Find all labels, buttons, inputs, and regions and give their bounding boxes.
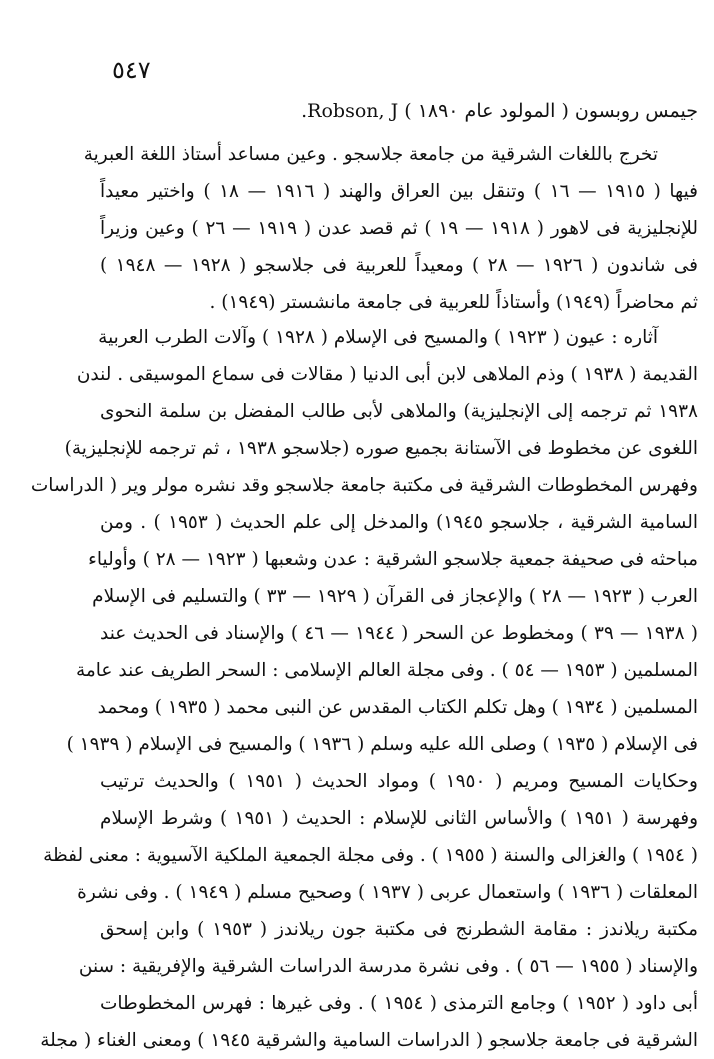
text-line: ١٩٣٨ ثم ترجمه إلى الإنجليزية) والملاهى لأبى طالب المفضل بن سلمة النحوى xyxy=(100,401,698,422)
text-line: ثم محاضراً (١٩٤٩) وأستاذاً للعربية فى جامعة مانشستر (١٩٤٩) . xyxy=(209,292,698,313)
text-line: فيها ( ١٩١٥ — ١٦ ) وتنقل بين العراق والهند ( ١٩١٦ — ١٨ ) واختير معيداً xyxy=(100,181,698,202)
text-line: السامية الشرقية ، جلاسجو ١٩٤٥) والمدخل إلى علم الحديث ( ١٩٥٣ ) . ومن xyxy=(100,512,699,533)
text-line: للإنجليزية فى لاهور ( ١٩١٨ — ١٩ ) ثم قصد عدن ( ١٩١٩ — ٢٦ ) وعين وزيراً xyxy=(100,218,698,239)
text-line: آثاره : عيون ( ١٩٢٣ ) والمسيح فى الإسلام ( ١٩٢٨ ) وآلات الطرب العربية xyxy=(98,327,658,348)
text-line: مكتبة ريلاندز : مقامة الشطرنج فى مكتبة جون ريلاندز ( ١٩٥٣ ) وابن إسحق xyxy=(100,919,698,940)
works-paragraph xyxy=(30,319,699,1059)
text-line: اللغوى عن مخطوط فى الآستانة بجميع صوره (جلاسجو ١٩٣٨ ، ثم ترجمه للإنجليزية) xyxy=(64,438,698,459)
text-line: ( ١٩٣٨ — ٣٩ ) ومخطوط عن السحر ( ١٩٤٤ — ٤٦ ) والإسناد فى الحديث عند xyxy=(100,623,698,644)
text-line: القديمة ( ١٩٣٨ ) وذم الملاهى لابن أبى الدنيا ( مقالات فى سماع الموسيقى . لندن xyxy=(76,364,698,385)
biography-paragraph xyxy=(83,136,699,321)
entry-heading: جيمس روبسون ( المولود عام ١٨٩٠ ) Robson, J. xyxy=(301,100,698,122)
text-line: الشرقية فى جامعة جلاسجو ( الدراسات السامية والشرقية ١٩٤٥ ) ومعنى الغناء ( مجلة xyxy=(40,1030,698,1051)
text-line: وفهرس المخطوطات الشرقية فى مكتبة جامعة جلاسجو وقد نشره مولر وير ( الدراسات xyxy=(30,475,698,496)
text-line: مباحثه فى صحيفة جمعية جلاسجو الشرقية : عدن وشعبها ( ١٩٢٣ — ٢٨ ) وأولياء xyxy=(88,549,698,570)
text-line: تخرج باللغات الشرقية من جامعة جلاسجو . وعين مساعد أستاذ اللغة العبرية xyxy=(83,144,658,165)
text-line: المسلمين ( ١٩٥٣ — ٥٤ ) . وفى مجلة العالم الإسلامى : السحر الطريف عند عامة xyxy=(75,660,698,681)
text-line: وفهرسة ( ١٩٥١ ) والأساس الثانى للإسلام : الحديث ( ١٩٥١ ) وشرط الإسلام xyxy=(100,808,698,829)
text-line: وحكايات المسيح ومريم ( ١٩٥٠ ) ومواد الحديث ( ١٩٥١ ) والحديث ترتيب xyxy=(100,771,698,792)
text-line: ( ١٩٥٤ ) والغزالى والسنة ( ١٩٥٥ ) . وفى مجلة الجمعية الملكية الآسيوية : معنى لفظة xyxy=(43,845,698,866)
text-line: المسلمين ( ١٩٣٤ ) وهل تكلم الكتاب المقدس عن النبى محمد ( ١٩٣٥ ) ومحمد xyxy=(97,697,698,718)
text-line: أبى داود ( ١٩٥٢ ) وجامع الترمذى ( ١٩٥٤ ) . وفى غيرها : فهرس المخطوطات xyxy=(100,993,698,1014)
text-line: فى شاندون ( ١٩٢٦ — ٢٨ ) ومعيداً للعربية فى جلاسجو ( ١٩٢٨ — ١٩٤٨ ) xyxy=(100,255,699,276)
text-line: المعلقات ( ١٩٣٦ ) واستعمال عربى ( ١٩٣٧ ) وصحيح مسلم ( ١٩٤٩ ) . وفى نشرة xyxy=(77,882,698,903)
text-line: العرب ( ١٩٢٣ — ٢٨ ) والإعجاز فى القرآن ( ١٩٢٩ — ٣٣ ) والتسليم فى الإسلام xyxy=(92,586,698,607)
text-line: فى الإسلام ( ١٩٣٥ ) وصلى الله عليه وسلم ( ١٩٣٦ ) والمسيح فى الإسلام ( ١٩٣٩ ) xyxy=(66,734,698,755)
page-number: ٥٤٧ xyxy=(112,56,151,84)
text-line: والإسناد ( ١٩٥٥ — ٥٦ ) . وفى نشرة مدرسة الدراسات الشرقية والإفريقية : سنن xyxy=(78,956,698,977)
